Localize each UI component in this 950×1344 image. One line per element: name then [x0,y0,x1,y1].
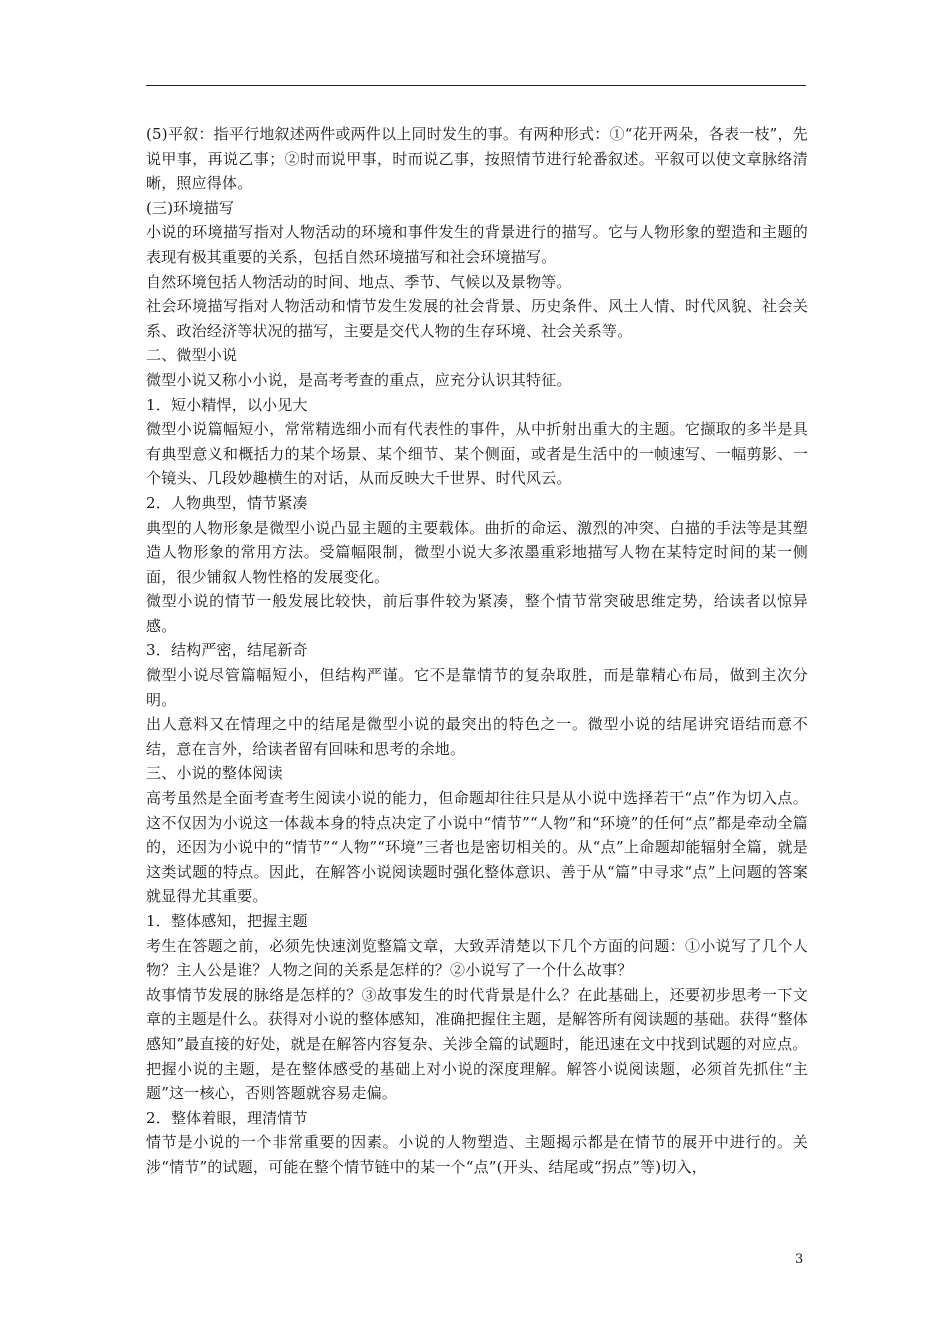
subsection-heading: 1．整体感知，把握主题 [146,912,308,930]
paragraph: 把握小说的主题，是在整体感受的基础上对小说的深度理解。解答小说阅读题，必须首先抓住“主题”这一核心，否则答题就容易走偏。 [146,1059,808,1103]
section-heading: 二、微型小说 [146,346,238,365]
paragraph: (5)平叙：指平行地叙述两件或两件以上同时发生的事。有两种形式：①“花开两朵，各表一枝”，先说甲事，再说乙事；②时而说甲事，时而说乙事，按照情节进行轮番叙述。平叙可以使文章脉络清晰，照应得体。 [146,125,808,193]
subsection-heading: 3．结构严密，结尾新奇 [146,641,308,660]
paragraph: 出人意料又在情理之中的结尾是微型小说的最突出的特色之一。微型小说的结尾讲究语结而意不结，意在言外，给读者留有回味和思考的余地。 [146,715,808,758]
paragraph: 典型的人物形象是微型小说凸显主题的主要载体。曲折的命运、激烈的冲突、白描的手法等是其塑造人物形象的常用方法。受篇幅限制，微型小说大多浓墨重彩地描写人物在某特定时间的某一侧面，很少铺叙人物性格的发展变化。 [146,518,808,586]
paragraph: 微型小说尽管篇幅短小，但结构严谨。它不是靠情节的复杂取胜，而是靠精心布局，做到主次分明。 [146,666,808,709]
header-rule [146,85,806,86]
paragraph: 自然环境包括人物活动的时间、地点、季节、气候以及景物等。 [146,272,572,291]
paragraph: 情节是小说的一个非常重要的因素。小说的人物塑造、主题揭示都是在情节的展开中进行的。关涉“情节”的试题，可能在整个情节链中的某一个“点”(开头、结尾或“拐点”等)切入， [146,1133,808,1176]
paragraph: 社会环境描写指对人物活动和情节发生发展的社会背景、历史条件、风土人情、时代风貌、社会关系、政治经济等状况的描写，主要是交代人物的生存环境、社会关系等。 [146,297,808,340]
page-number: 3 [795,1252,804,1267]
paragraph: 小说的环境描写指对人物活动的环境和事件发生的背景进行的描写。它与人物形象的塑造和主题的表现有极其重要的关系，包括自然环境描写和社会环境描写。 [146,223,808,266]
paragraph: 考生在答题之前，必须先快速浏览整篇文章，大致弄清楚以下几个方面的问题：①小说写了几个人物？主人公是谁？人物之间的关系是怎样的？②小说写了一个什么故事？ [146,936,808,980]
document-body [146,122,808,1180]
paragraph: 微型小说的情节一般发展比较快，前后事件较为紧凑，整个情节常突破思维定势，给读者以惊异感。 [146,592,808,635]
subsection-heading: 2．人物典型，情节紧凑 [146,493,308,512]
section-heading: (三)环境描写 [146,198,235,217]
paragraph: 微型小说篇幅短小，常常精选细小而有代表性的事件，从中折射出重大的主题。它撷取的多半是具有典型意义和概括力的某个场景、某个细节、某个侧面，或者是生活中的一帧速写、一幅剪影、一个镜头、几段妙趣横生的对话，从而反映大千世界、时代风云。 [146,420,808,488]
paragraph: 故事情节发展的脉络是怎样的？③故事发生的时代背景是什么？在此基础上，还要初步思考一下文章的主题是什么。获得对小说的整体感知，准确把握住主题，是解答所有阅读题的基础。获得“整体感知”最直接的好处，就是在解答内容复杂、关涉全篇的试题时，能迅速在文中找到试题的对应点。 [146,985,808,1053]
subsection-heading: 1．短小精悍，以小见大 [146,395,308,414]
section-heading: 三、小说的整体阅读 [146,764,283,783]
paragraph: 高考虽然是全面考查考生阅读小说的能力，但命题却往往只是从小说中选择若干“点”作为切入点。这不仅因为小说这一体裁本身的特点决定了小说中“情节”“人物”和“环境”的任何“点”都是牵动全篇的，还因为小说中的“情节”“人物”“环境”三者也是密切相关的。从“点”上命题却能辐射全篇，就是这类试题的特点。因此，在解答小说阅读题时强化整体意识、善于从“篇”中寻求“点”上问题的答案就显得尤其重要。 [146,789,808,906]
subsection-heading: 2．整体着眼，理清情节 [146,1108,308,1127]
paragraph: 微型小说又称小小说，是高考考查的重点，应充分认识其特征。 [146,370,572,389]
